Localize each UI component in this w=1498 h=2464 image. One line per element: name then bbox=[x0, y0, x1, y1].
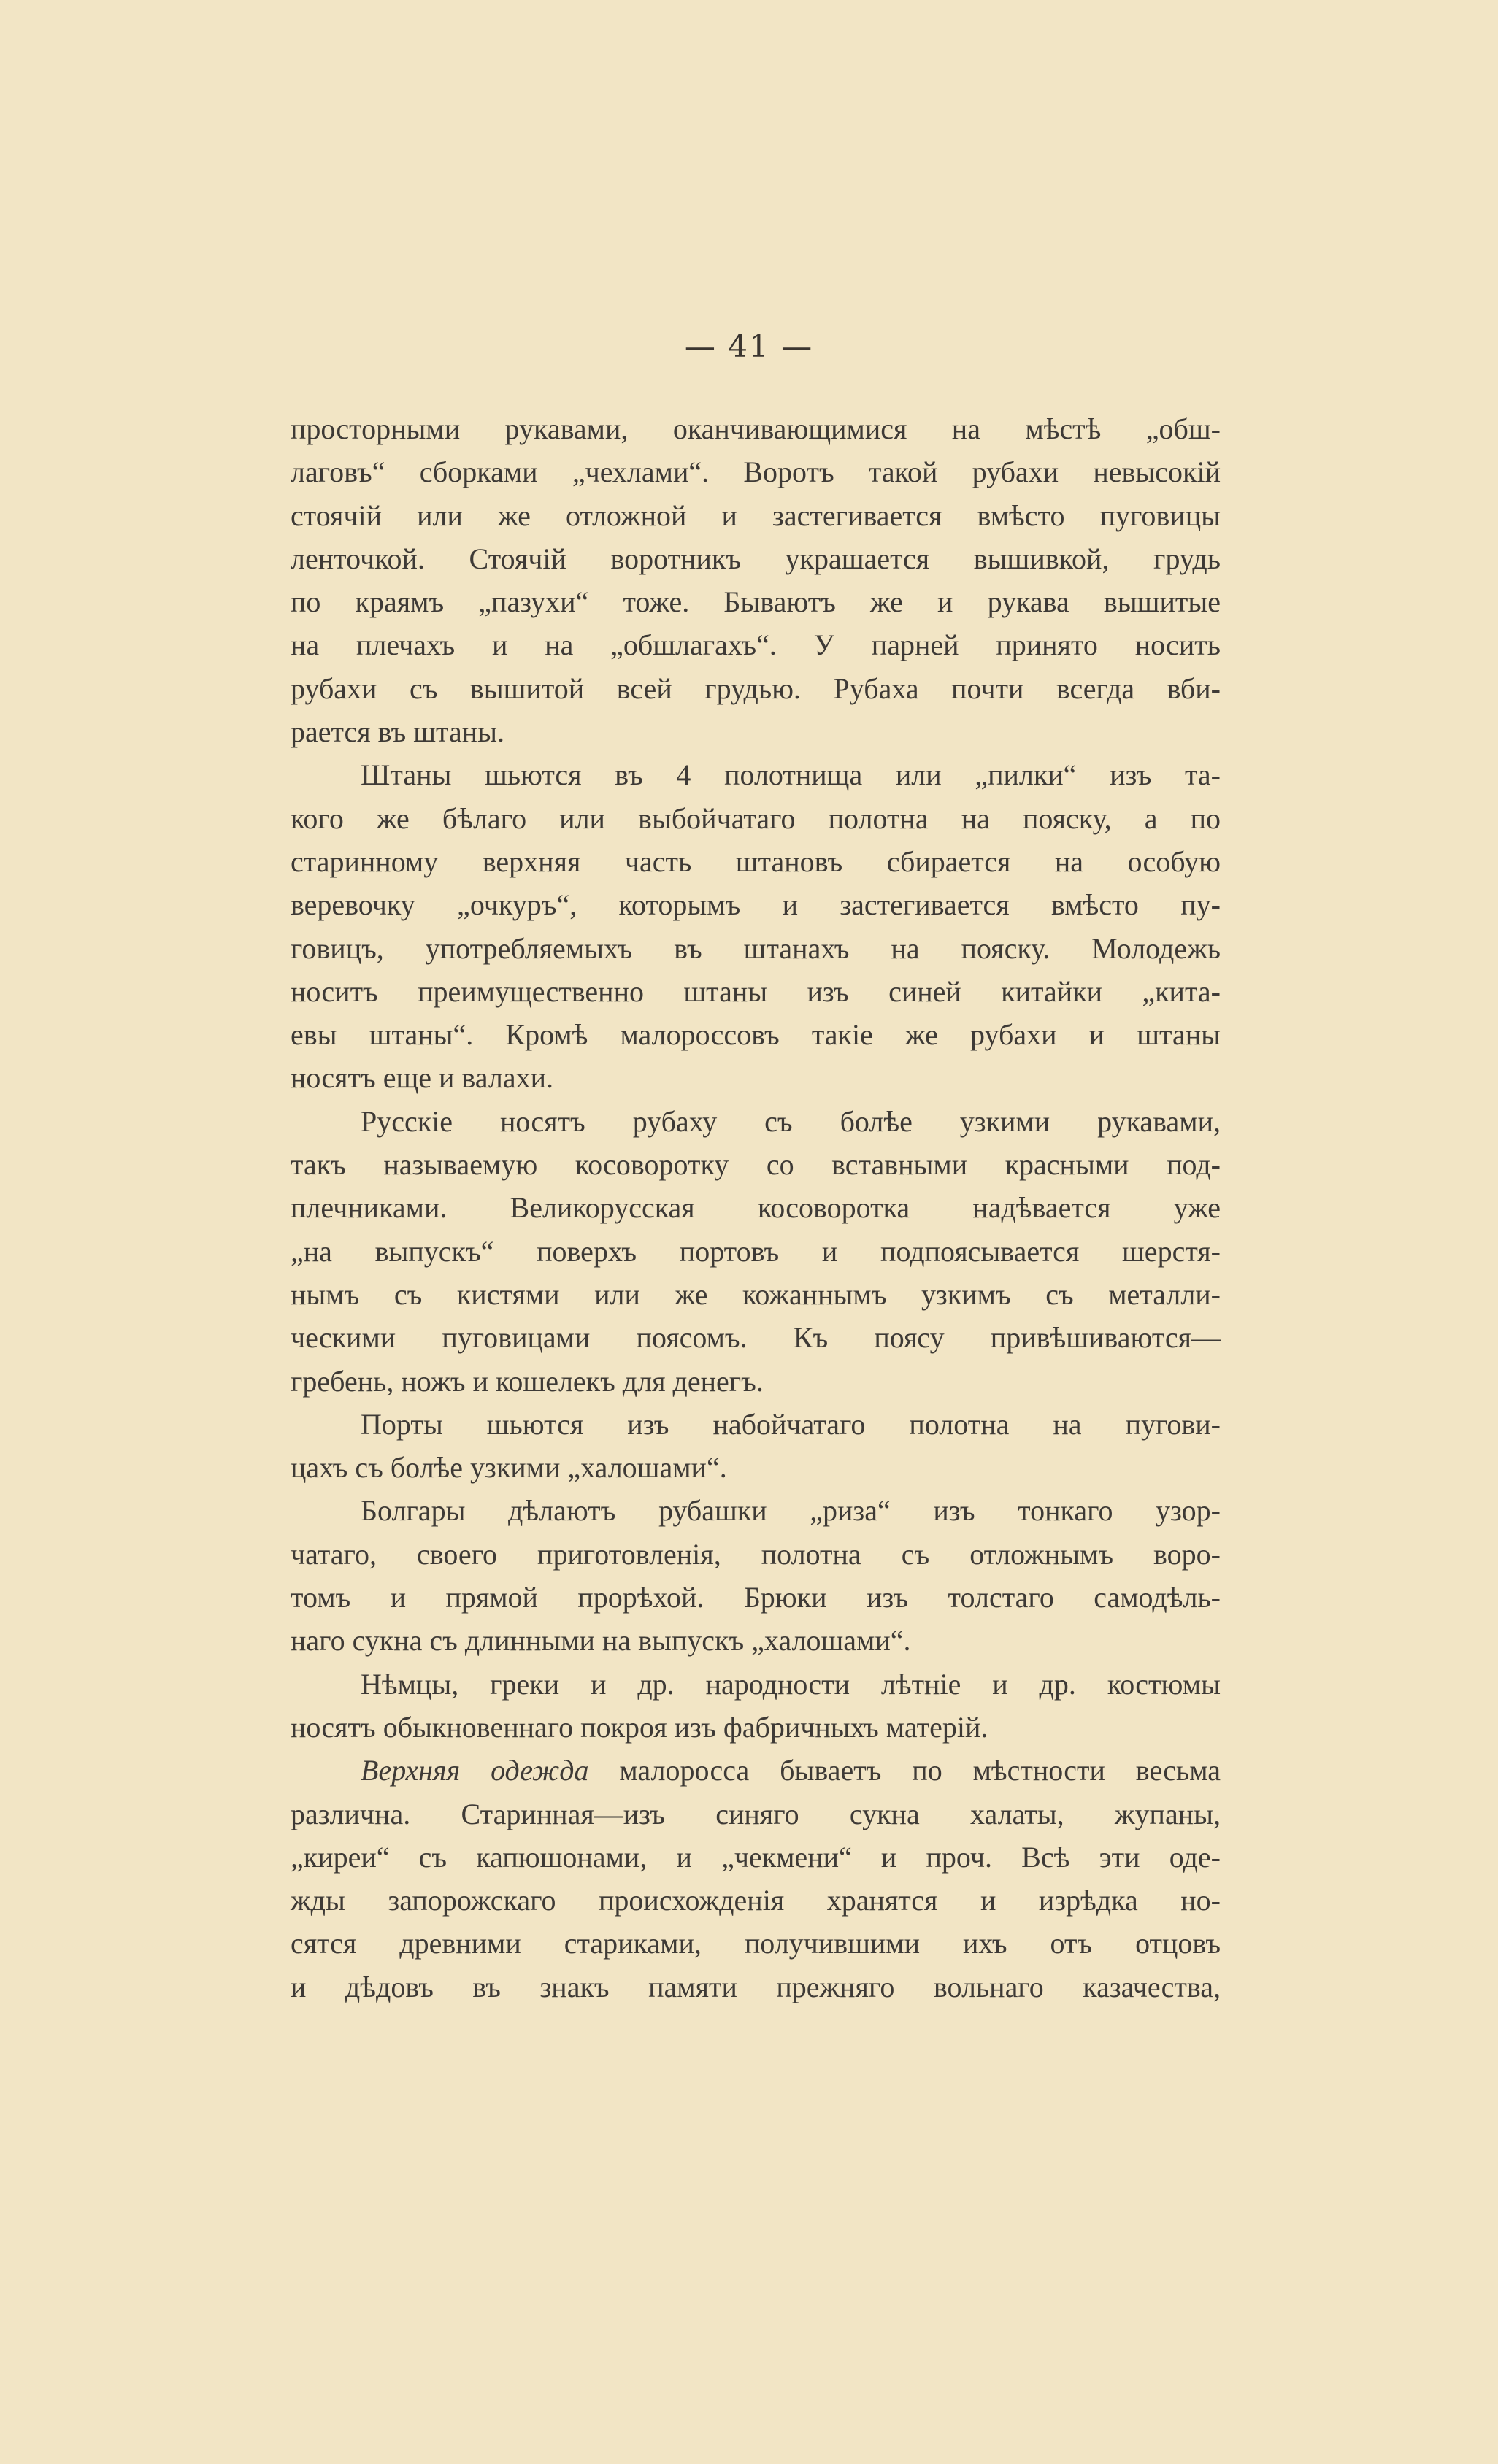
text-line: чатаго, своего приготовленія, полотна съ отложнымъ воро- bbox=[291, 1537, 1221, 1571]
body-text bbox=[291, 407, 1221, 2009]
text-line: наго сукна съ длинными на выпускъ „халошами“. bbox=[291, 1624, 911, 1658]
text-line: просторными рукавами, оканчивающимися на мѣстѣ „обш- bbox=[291, 412, 1221, 445]
text-line: веревочку „очкуръ“, которымъ и застегивается вмѣсто пу- bbox=[291, 888, 1221, 922]
text-line: кого же бѣлаго или выбойчатаго полотна на пояску, а по bbox=[291, 801, 1221, 835]
text-line: носятъ обыкновеннаго покроя изъ фабричныхъ матерій. bbox=[291, 1710, 988, 1744]
text-line: Нѣмцы, греки и др. народности лѣтніе и др. костюмы bbox=[361, 1667, 1221, 1701]
text-line: нымъ съ кистями или же кожаннымъ узкимъ съ металли- bbox=[291, 1277, 1221, 1311]
text-line: ческими пуговицами поясомъ. Къ поясу привѣшиваются— bbox=[291, 1321, 1221, 1355]
text-line: „киреи“ съ капюшонами, и „чекмени“ и проч. Всѣ эти оде- bbox=[291, 1840, 1221, 1874]
italic-heading: Верхняя одежда bbox=[361, 1754, 589, 1787]
text-line: цахъ съ болѣе узкими „халошами“. bbox=[291, 1451, 727, 1485]
text-line: носятъ еще и валахи. bbox=[291, 1061, 554, 1095]
text-line: Штаны шьются въ 4 полотнища или „пилки“ изъ та- bbox=[361, 758, 1221, 792]
text-line: лаговъ“ сборками „чехлами“. Воротъ такой рубахи невысокій bbox=[291, 455, 1221, 489]
text-line: жды запорожскаго происхожденія хранятся и изрѣдка но- bbox=[291, 1884, 1221, 1917]
text-line: говицъ, употребляемыхъ въ штанахъ на пояску. Молодежь bbox=[291, 931, 1221, 965]
page-number: — 41 — bbox=[684, 328, 814, 364]
text-line: рубахи съ вышитой всей грудью. Рубаха почти всегда вби- bbox=[291, 671, 1221, 705]
text-line: стоячій или же отложной и застегивается вмѣсто пуговицы bbox=[291, 498, 1221, 532]
text-line bbox=[291, 1749, 1221, 1792]
text-line: Болгары дѣлаютъ рубашки „риза“ изъ тонкаго узор- bbox=[361, 1494, 1221, 1528]
text-line: „на выпускъ“ поверхъ портовъ и подпоясывается шерстя- bbox=[291, 1234, 1221, 1268]
text-line: плечниками. Великорусская косоворотка надѣвается уже bbox=[291, 1191, 1221, 1225]
text-line: различна. Старинная—изъ синяго сукна халаты, жупаны, bbox=[291, 1797, 1221, 1830]
text-line: евы штаны“. Кромѣ малороссовъ такіе же рубахи и штаны bbox=[291, 1018, 1221, 1052]
text-line: на плечахъ и на „обшлагахъ“. У парней принято носить bbox=[291, 628, 1221, 662]
text-line: носитъ преимущественно штаны изъ синей китайки „кита- bbox=[291, 974, 1221, 1008]
text-line: рается въ штаны. bbox=[291, 715, 505, 749]
text-line: томъ и прямой прорѣхой. Брюки изъ толстаго самодѣль- bbox=[291, 1581, 1221, 1614]
text-line: гребень, ножъ и кошелекъ для денегъ. bbox=[291, 1364, 764, 1398]
text-line: старинному верхняя часть штановъ сбирается на особую bbox=[291, 844, 1221, 878]
line-text: малоросса бываетъ по мѣстности весьма bbox=[619, 1754, 1221, 1787]
text-line: и дѣдовъ въ знакъ памяти прежняго вольнаго казачества, bbox=[291, 1970, 1221, 2003]
text-line: сятся древними стариками, получившими ихъ отъ отцовъ bbox=[291, 1927, 1221, 1960]
text-line: ленточкой. Стоячій воротникъ украшается вышивкой, грудь bbox=[291, 542, 1221, 575]
text-line: такъ называемую косоворотку со вставными красными под- bbox=[291, 1148, 1221, 1182]
text-line: Порты шьются изъ набойчатаго полотна на пугови- bbox=[361, 1407, 1221, 1441]
text-line: Русскіе носятъ рубаху съ болѣе узкими рукавами, bbox=[361, 1104, 1221, 1138]
text-line: по краямъ „пазухи“ тоже. Бываютъ же и рукава вышитые bbox=[291, 585, 1221, 619]
